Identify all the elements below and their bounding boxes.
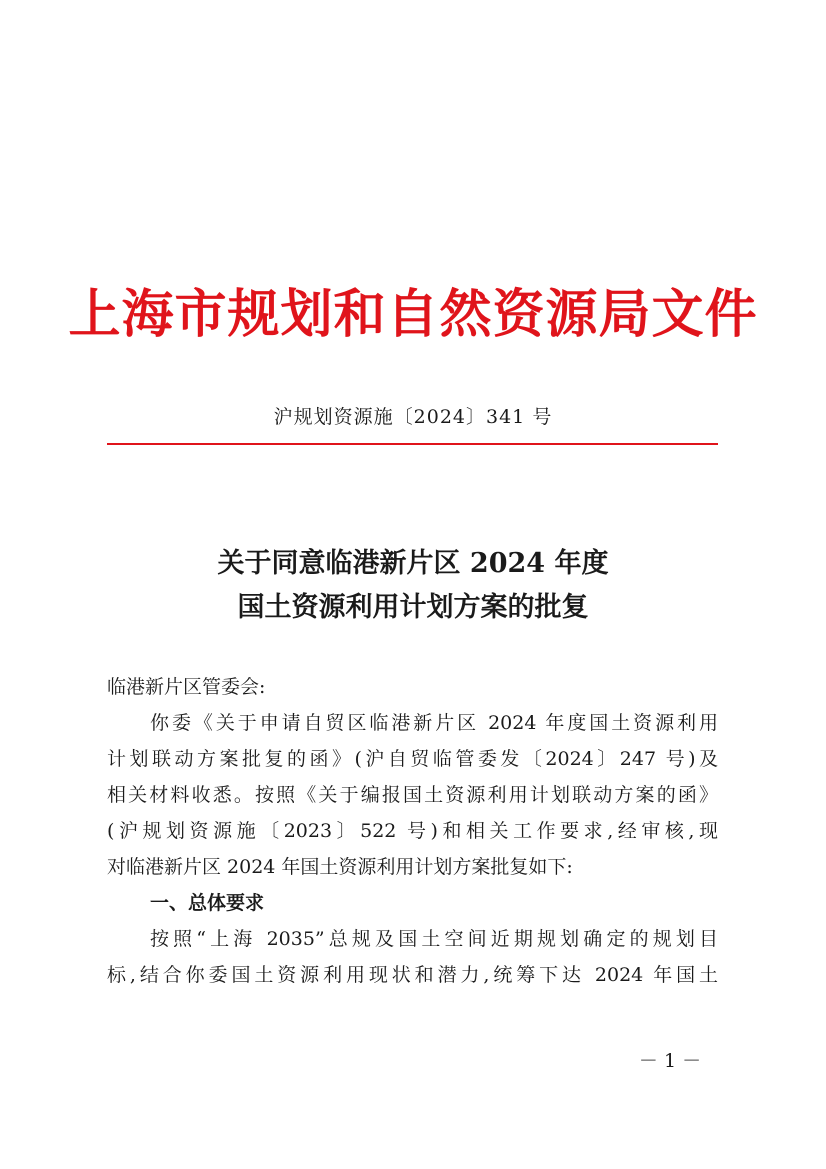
page-number: － 1 － — [638, 1050, 702, 1072]
paragraph-line: 按照“上海 2035”总规及国土空间近期规划确定的规划目 — [150, 928, 718, 950]
document-title-line-1: 关于同意临港新片区 2024 年度 — [217, 548, 609, 579]
document-number: 沪规划资源施〔2024〕341 号 — [273, 406, 553, 428]
paragraph-line: 你委《关于申请自贸区临港新片区 2024 年度国土资源利用 — [150, 712, 718, 734]
addressee: 临港新片区管委会: — [107, 676, 266, 698]
paragraph-line: 相关材料收悉。按照《关于编报国土资源利用计划联动方案的函》 — [107, 784, 718, 806]
paragraph-line: 标,结合你委国土资源利用现状和潜力,统筹下达 2024 年国土 — [107, 964, 718, 986]
red-divider-line — [107, 443, 718, 445]
paragraph-line: (沪规划资源施〔2023〕522 号)和相关工作要求,经审核,现 — [107, 820, 718, 842]
issuer-title: 上海市规划和自然资源局文件 — [68, 284, 758, 345]
section-heading: 一、总体要求 — [150, 892, 265, 914]
paragraph-line: 对临港新片区 2024 年国土资源利用计划方案批复如下: — [107, 856, 573, 878]
paragraph-line: 计划联动方案批复的函》(沪自贸临管委发〔2024〕247 号)及 — [107, 748, 718, 770]
document-title-line-2: 国土资源利用计划方案的批复 — [237, 592, 589, 623]
